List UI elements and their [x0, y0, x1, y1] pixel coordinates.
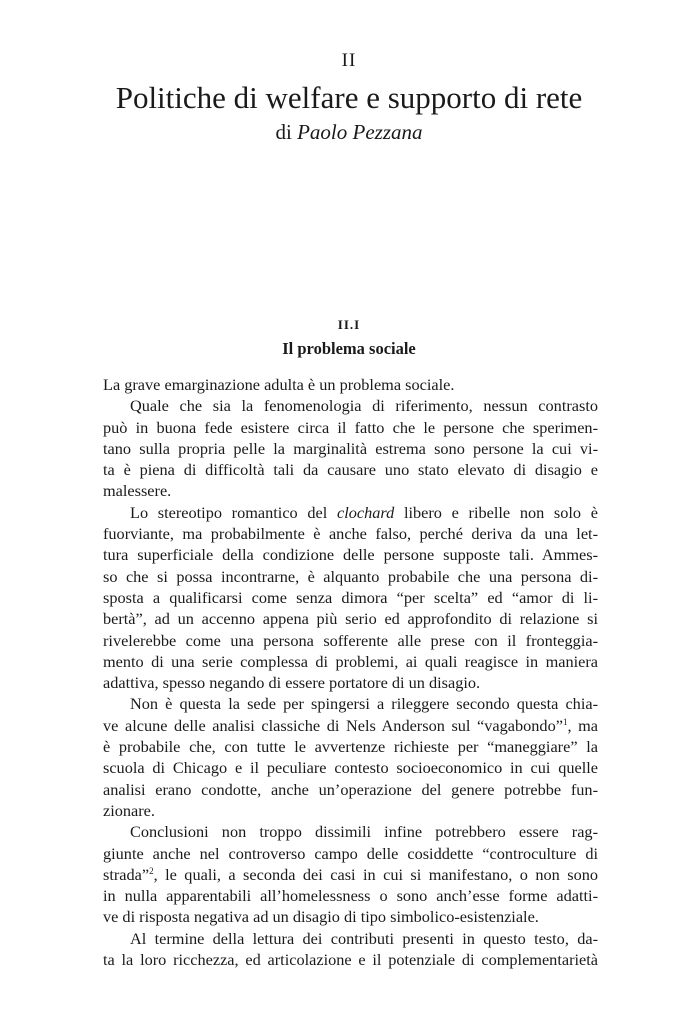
footnote-ref-1[interactable]: 1 — [562, 716, 568, 727]
text-fragment: ve alcune delle analisi classiche di Nels Anderson sul “vagabondo” — [103, 715, 563, 735]
emphasized-word: clochard — [336, 502, 395, 522]
byline-prefix: di — [275, 120, 292, 144]
text-line: ve di risposta negativa ad un disagio di tipo simbolico-esistenziale. — [103, 907, 539, 927]
chapter-number: II — [341, 50, 357, 71]
text-line: Quale che sia la fenomenologia di riferimento, nessun contrasto — [130, 396, 598, 416]
text-line: sposta a qualificarsi come senza dimora “per scelta” ed “amor di li- — [103, 587, 598, 607]
text-line: è probabile che, con tutte le avvertenze richieste per “maneggiare” la — [103, 737, 598, 757]
text-line: Al termine della lettura dei contributi presenti in questo testo, da- — [130, 928, 598, 948]
body-text — [103, 374, 598, 970]
text-line — [103, 715, 598, 736]
text-line: so che si possa incontrarne, è alquanto probabile che una persona di- — [103, 566, 598, 586]
text-line: giunte anche nel controverso campo delle cosiddette “controculture di — [103, 843, 598, 863]
text-fragment: strada” — [103, 864, 150, 884]
text-fragment: Lo stereotipo romantico del — [130, 502, 328, 522]
text-line: Conclusioni non troppo dissimili infine potrebbero essere rag- — [130, 822, 598, 842]
chapter-title: Politiche di welfare e supporto di rete — [115, 80, 583, 115]
text-line — [103, 502, 598, 523]
text-line: tura superficiale della condizione delle persone supposte tali. Ammes- — [103, 545, 598, 565]
text-line: ta è piena di difficoltà tali da causare uno stato elevato di disagio e — [103, 460, 598, 480]
text-line: zionare. — [103, 800, 155, 820]
text-line: in nulla apparentabili all’homelessness o sono anch’esse forme adatti- — [103, 886, 598, 906]
chapter-author: Paolo Pezzana — [297, 120, 423, 144]
section-number: II.I — [337, 317, 361, 332]
text-line: analisi erano condotte, anche un’operazione del genere potrebbe fun- — [103, 779, 598, 799]
section-title: Il problema sociale — [282, 339, 416, 358]
text-fragment: libero e ribelle non solo è — [403, 502, 598, 522]
text-line: bertà”, ad un accenno appena più serio ed approfondito di relazione si — [103, 609, 598, 629]
text-line: rivelerebbe come una persona sofferente alle prese con il fronteggia- — [103, 630, 598, 650]
text-line: La grave emarginazione adulta è un problema sociale. — [103, 375, 455, 394]
text-line: Non è questa la sede per spingersi a rileggere secondo questa chia- — [130, 694, 598, 714]
text-line: tano sulla propria pelle la marginalità estrema sono persone la cui vi- — [103, 438, 598, 458]
text-line: adattiva, spesso negando di essere portatore di un disagio. — [103, 673, 481, 693]
chapter-byline — [0, 120, 698, 145]
text-line: malessere. — [103, 481, 172, 501]
text-line: può in buona fede esistere circa il fatto che le persone che sperimen- — [103, 417, 598, 437]
text-fragment: , le quali, a seconda dei casi in cui si manifestano, o non sono — [153, 864, 598, 884]
text-line — [103, 864, 598, 885]
text-line: ta la loro ricchezza, ed articolazione e il potenziale di complementarietà — [103, 950, 598, 970]
text-line: mento di una serie complessa di problemi, ai quali reagisce in maniera — [103, 651, 598, 671]
text-line: scuola di Chicago e il peculiare contesto socioeconomico in cui quelle — [103, 758, 598, 778]
text-line: fuorviante, ma probabilmente è anche falso, perché deriva da una let- — [103, 524, 598, 544]
footnote-ref-2[interactable]: 2 — [149, 865, 154, 876]
text-fragment: , ma — [567, 715, 598, 735]
